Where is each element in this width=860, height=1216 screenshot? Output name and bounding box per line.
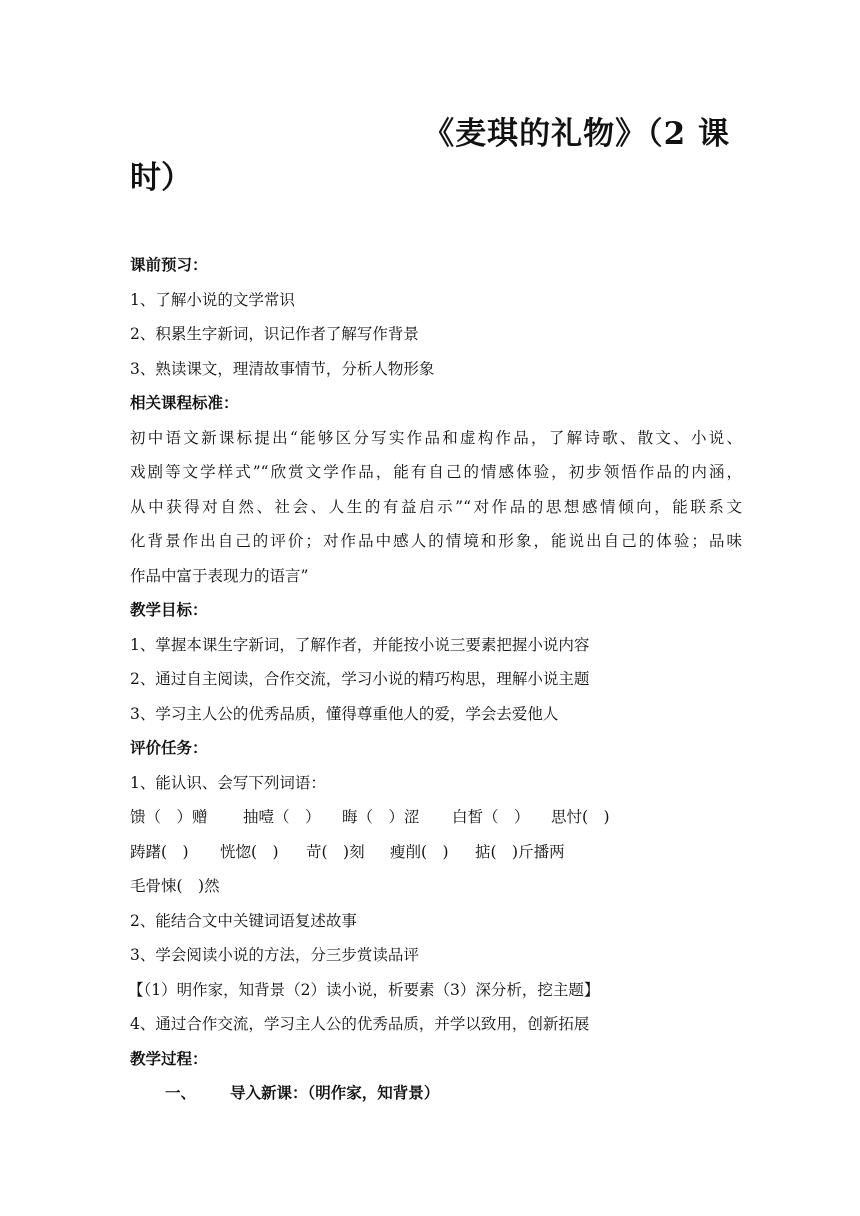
section-title: 导入新课：（明作家，知背景） [230, 1083, 440, 1102]
standards-line-4: 化背景作出自己的评价；对作品中感人的情境和形象，能说出自己的体验；品味 [130, 532, 742, 550]
standards-line-2: 戏剧等文学样式”“欣赏文学作品，能有自己的情感体验，初步领悟作品的内涵， [130, 463, 742, 481]
vocab-word: 瘦削( ) [390, 842, 449, 861]
document-body [130, 248, 742, 1111]
goal-item-3: 3、学习主人公的优秀品质，懂得尊重他人的爱，学会去爱他人 [130, 704, 559, 723]
preview-item-3: 3、熟读课文，理清故事情节，分析人物形象 [130, 359, 435, 378]
vocab-word: 毛骨悚( )然 [130, 877, 220, 895]
vocab-row-1 [130, 800, 742, 835]
vocab-row-3 [130, 869, 742, 904]
standards-line-3: 从中获得对自然、社会、人生的有益启示”“对作品的思想感情倾向，能联系文 [130, 497, 742, 516]
goals-heading: 教学目标： [130, 600, 208, 619]
document-title-line-2: 时） [130, 160, 192, 196]
process-heading: 教学过程： [130, 1048, 208, 1068]
evaluation-heading: 评价任务： [130, 738, 208, 757]
evaluation-item-4: 4、通过合作交流，学习主人公的优秀品质，并学以致用，创新拓展 [130, 1015, 590, 1033]
vocab-word: 苛( )刻 [306, 842, 365, 861]
standards-line-1: 初中语文新课标提出“能够区分写实作品和虚构作品，了解诗歌、散文、小说、 [130, 428, 742, 447]
reading-steps: 【（1）明作家，知背景（2）读小说，析要素（3）深分析，挖主题】 [128, 980, 600, 999]
goal-item-1: 1、掌握本课生字新词，了解作者，并能按小说三要素把握小说内容 [130, 635, 590, 654]
goal-item-2: 2、通过自主阅读，合作交流，学习小说的精巧构思，理解小说主题 [130, 670, 590, 688]
document-title-line-1: 《麦琪的礼物》（2 课 [423, 116, 730, 152]
preview-item-1: 1、了解小说的文学常识 [130, 290, 295, 309]
vocab-word: 馈（ ）赠 [130, 808, 208, 826]
process-section-1 [130, 1076, 742, 1111]
preview-heading: 课前预习： [130, 255, 208, 274]
section-number: 一、 [165, 1083, 197, 1102]
vocab-word: 恍惚( ) [220, 842, 279, 861]
vocab-word: 踌躇( ) [130, 842, 189, 861]
vocab-word: 思忖( ) [551, 808, 610, 826]
vocab-row-2 [130, 835, 742, 870]
evaluation-item-1: 1、能认识、会写下列词语： [130, 773, 326, 792]
evaluation-item-3: 3、学会阅读小说的方法，分三步赏读品评 [130, 946, 419, 964]
standards-heading: 相关课程标准： [130, 393, 239, 412]
standards-paragraph [130, 421, 742, 594]
vocab-word: 掂( )斤播两 [475, 842, 565, 861]
vocab-word: 抽噎（ ） [243, 808, 321, 826]
evaluation-item-2: 2、能结合文中关键词语复述故事 [130, 911, 357, 930]
vocab-word: 晦（ ）涩 [342, 808, 420, 826]
preview-item-2: 2、积累生字新词，识记作者了解写作背景 [130, 325, 419, 343]
vocab-word: 白皙（ ） [452, 808, 530, 826]
standards-line-5: 作品中富于表现力的语言” [130, 566, 309, 585]
